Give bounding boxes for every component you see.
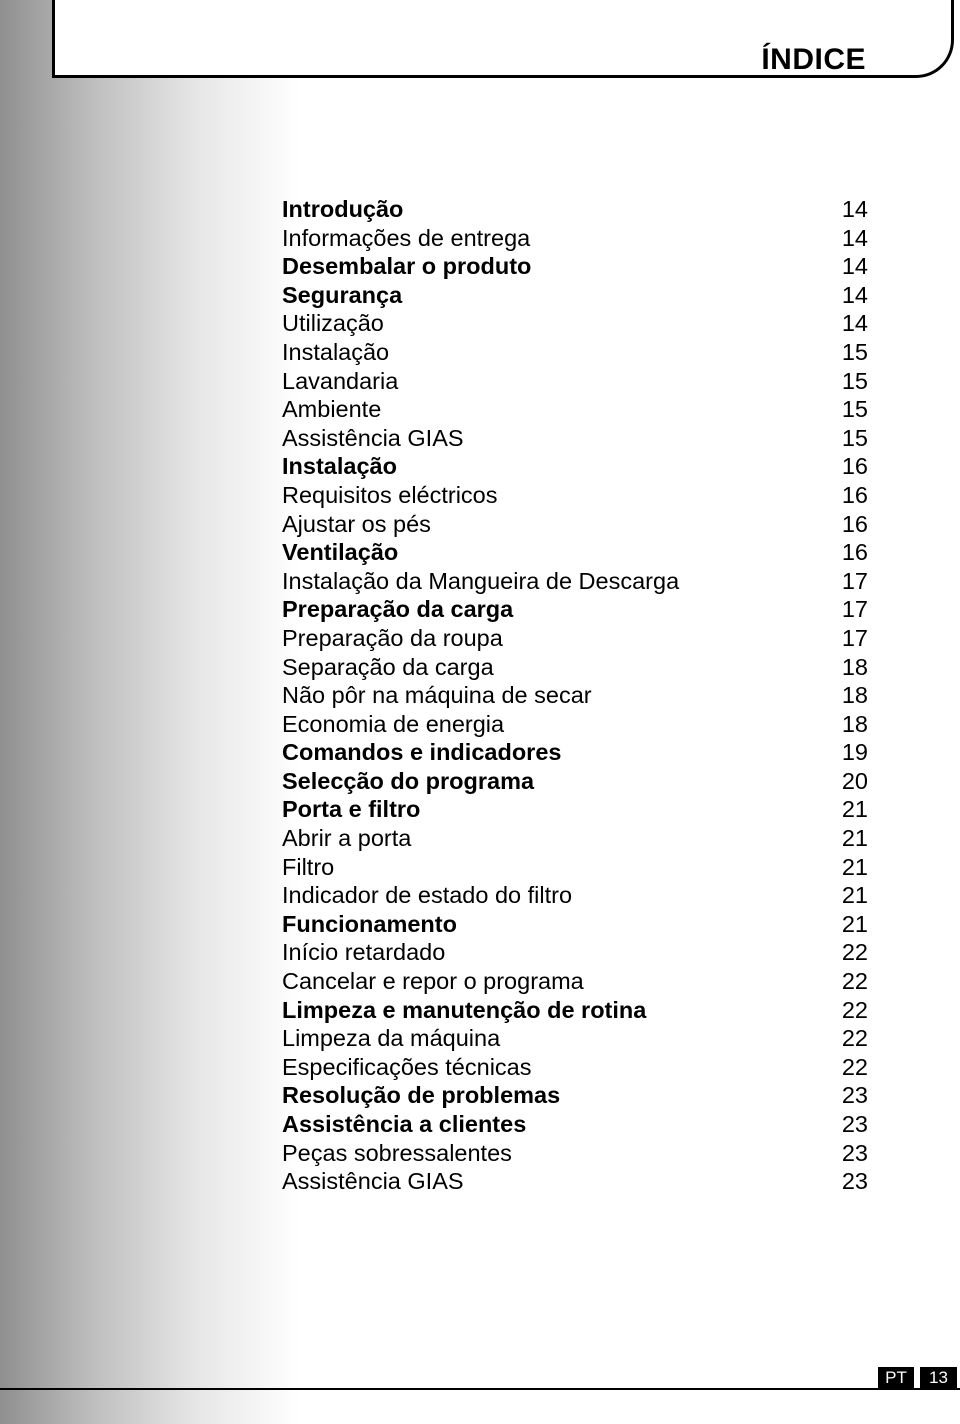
toc-entry-label: Assistência GIAS (282, 1168, 464, 1195)
toc-entry-label: Economia de energia (282, 710, 505, 737)
toc-entry-label: Ajustar os pés (282, 510, 431, 537)
toc-entry-page: 18 (841, 653, 868, 680)
toc-entry-label: Ambiente (282, 396, 382, 423)
toc-entry-page: 15 (841, 367, 868, 394)
toc-entry-page: 15 (841, 424, 868, 451)
toc-entry (282, 1053, 868, 1082)
toc-entry-label: Comandos e indicadores (282, 739, 562, 766)
toc-entry-page: 21 (841, 796, 868, 823)
toc-entry-page: 16 (841, 481, 868, 508)
toc-entry-page: 17 (841, 596, 868, 623)
toc-entry-label: Porta e filtro (282, 796, 421, 823)
toc-entry (282, 710, 868, 739)
toc-entry (282, 1024, 868, 1053)
toc-entry-page: 22 (841, 996, 868, 1023)
toc-entry-page: 14 (841, 253, 868, 280)
toc-entry-label: Lavandaria (282, 367, 399, 394)
toc-entry (282, 881, 868, 910)
toc-entry-page: 21 (841, 882, 868, 909)
toc-entry (282, 538, 868, 567)
toc-entry-page: 21 (841, 853, 868, 880)
toc-entry-page: 19 (841, 739, 868, 766)
toc-entry (282, 967, 868, 996)
toc-entry-label: Resolução de problemas (282, 1082, 561, 1109)
toc-entry-label: Assistência a clientes (282, 1111, 527, 1137)
toc-entry-page: 14 (841, 196, 868, 222)
toc-entry (282, 567, 868, 596)
toc-entry-label: Assistência GIAS (282, 424, 464, 451)
toc-entry (282, 395, 868, 424)
toc-entry (282, 510, 868, 539)
toc-entry-label: Utilização (282, 310, 384, 337)
toc-entry-page: 18 (841, 710, 868, 737)
toc-entry-page: 17 (841, 567, 868, 594)
toc-entry-page: 16 (841, 539, 868, 566)
toc-entry-label: Cancelar e repor o programa (282, 968, 584, 995)
toc-entry (282, 595, 868, 624)
toc-entry (282, 824, 868, 853)
toc-entry-page: 14 (841, 281, 868, 308)
toc-entry-page: 22 (841, 1025, 868, 1052)
toc-entry (282, 452, 868, 481)
toc-entry (282, 795, 868, 824)
toc-entry-page: 23 (841, 1168, 868, 1195)
toc-entry-label: Indicador de estado do filtro (282, 882, 573, 909)
footer-rule (0, 1388, 960, 1390)
toc-entry (282, 424, 868, 453)
toc-entry (282, 1081, 868, 1110)
toc-entry-page: 22 (841, 939, 868, 966)
toc-entry (282, 1167, 868, 1196)
toc-entry-label: Especificações técnicas (282, 1053, 532, 1080)
toc-entry-label: Introdução (282, 196, 404, 222)
language-badge: PT (878, 1367, 914, 1389)
toc-entry-label: Peças sobressalentes (282, 1139, 512, 1166)
toc-entry-page: 21 (841, 825, 868, 852)
toc-entry-page: 15 (841, 338, 868, 365)
toc-entry (282, 1139, 868, 1168)
toc-entry-page: 22 (841, 968, 868, 995)
toc-entry (282, 853, 868, 882)
page-number-badge: 13 (920, 1367, 957, 1389)
toc-entry (282, 996, 868, 1025)
toc-entry-label: Instalação da Mangueira de Descarga (282, 567, 680, 594)
toc-entry-label: Selecção do programa (282, 767, 535, 794)
toc-entry-label: Início retardado (282, 939, 446, 966)
toc-entry-label: Segurança (282, 281, 403, 308)
toc-entry (282, 367, 868, 396)
toc-entry-label: Limpeza da máquina (282, 1025, 501, 1052)
toc-entry (282, 195, 868, 224)
toc-entry (282, 938, 868, 967)
toc-entry (282, 1110, 868, 1139)
toc-entry-page: 20 (841, 767, 868, 794)
toc-entry-page: 23 (841, 1111, 868, 1137)
toc-entry-label: Informações de entrega (282, 224, 531, 251)
toc-entry-label: Separação da carga (282, 653, 494, 680)
toc-entry-label: Não pôr na máquina de secar (282, 682, 592, 709)
toc-entry-label: Filtro (282, 853, 335, 880)
toc-entry (282, 338, 868, 367)
toc-entry-label: Funcionamento (282, 910, 457, 937)
toc-entry (282, 224, 868, 253)
toc-entry-page: 22 (841, 1053, 868, 1080)
toc-entry-page: 14 (841, 310, 868, 337)
toc-entry (282, 653, 868, 682)
toc-entry (282, 481, 868, 510)
toc-entry-page: 18 (841, 682, 868, 709)
toc-entry (282, 681, 868, 710)
toc-entry-label: Instalação (282, 338, 390, 365)
table-of-contents (282, 195, 868, 1196)
toc-entry-label: Preparação da carga (282, 596, 514, 623)
toc-entry-page: 16 (841, 510, 868, 537)
toc-entry-label: Requisitos eléctricos (282, 481, 498, 508)
toc-entry (282, 767, 868, 796)
toc-entry-page: 17 (841, 624, 868, 651)
toc-entry-page: 23 (841, 1082, 868, 1109)
page-title: ÍNDICE (761, 43, 866, 76)
toc-entry-page: 23 (841, 1139, 868, 1166)
toc-entry-page: 16 (841, 453, 868, 480)
toc-entry-label: Preparação da roupa (282, 624, 503, 651)
toc-entry (282, 281, 868, 310)
toc-entry-label: Instalação (282, 453, 397, 480)
toc-entry-page: 14 (841, 224, 868, 251)
toc-entry-label: Desembalar o produto (282, 253, 532, 280)
toc-entry (282, 738, 868, 767)
side-gradient-band (0, 0, 300, 1424)
toc-entry (282, 309, 868, 338)
toc-entry-label: Limpeza e manutenção de rotina (282, 996, 647, 1023)
toc-entry-label: Abrir a porta (282, 825, 412, 852)
toc-entry (282, 252, 868, 281)
toc-entry-page: 15 (841, 396, 868, 423)
toc-entry-label: Ventilação (282, 539, 399, 566)
toc-entry (282, 910, 868, 939)
toc-entry-page: 21 (841, 910, 868, 937)
toc-entry (282, 624, 868, 653)
